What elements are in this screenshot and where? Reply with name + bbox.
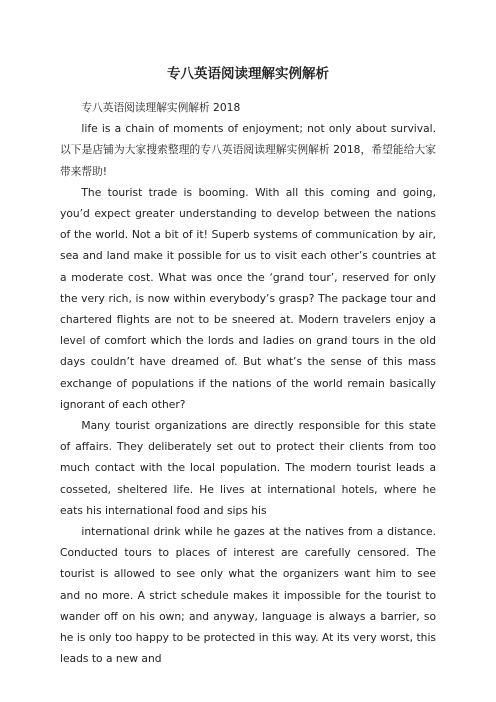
paragraph-international-drink: international drink while he gazes at the natives from a distance. Conducted tours to places of interest are carefully censored. The tourist is allowed to see only what the organizers want him to see and no more. A strict schedule makes it impossible for the tourist to wander off on his own; and anyway, language is always a barrier, so he is only too happy to be protected in this way. At its very worst, this leads to a new and (60, 525, 436, 666)
document-body (60, 97, 436, 669)
document-subtitle: 专八英语阅读理解实例解析 2018 (81, 101, 241, 114)
page-title: 专八英语阅读理解实例解析 (167, 66, 329, 82)
paragraph-tourist-organizations: Many tourist organizations are directly responsible for this state of affairs. They deliberately set out to protect their clients from too much contact with the local population. The modern tourist leads a cosseted, sheltered life. He lives at international hotels, where he eats his international food and sips his (60, 419, 436, 517)
paragraph-intro: life is a chain of moments of enjoyment; not only about survival.以下是店铺为大家搜索整理的专八英语阅读理解实例解析 2018，希望能给大家带来帮助! (60, 122, 436, 178)
paragraph-tourist-trade: The tourist trade is booming. With all this coming and going, you’d expect greater understanding to develop between the nations of the world. Not a bit of it! Superb systems of communication by air, sea and land make it possible for us to visit each other’s countries at a moderate cost. What was once the ‘grand tour’, reserved for only the very rich, is now within everybody’s grasp? The package tour and chartered flights are not to be sneered at. Modern travelers enjoy a level of comfort which the lords and ladies on grand tours in the old days couldn’t have dreamed of. But what’s the sense of this mass exchange of populations if the nations of the world remain basically ignorant of each other? (60, 185, 436, 411)
